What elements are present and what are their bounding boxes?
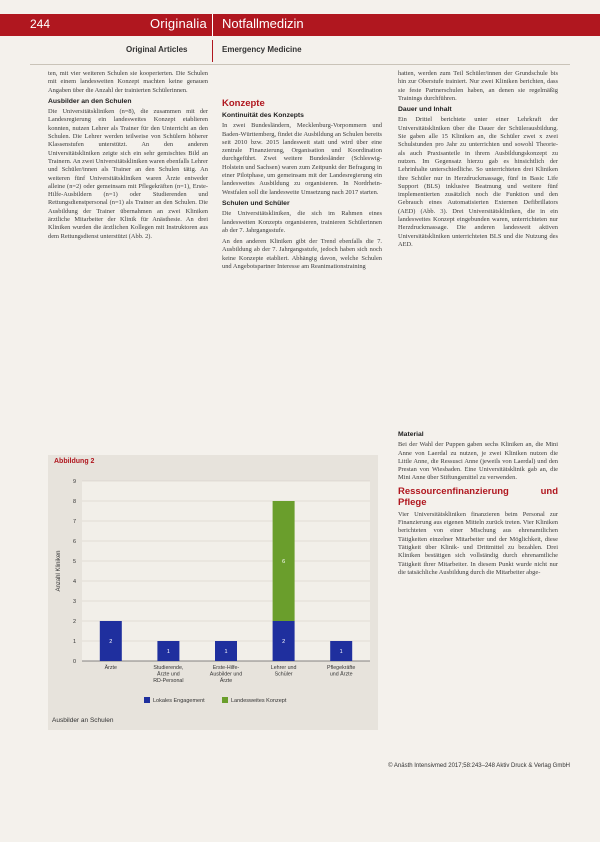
- y-axis-label: Anzahl Kliniken: [56, 550, 62, 592]
- section-title: Originalia: [150, 16, 207, 31]
- header-bar: [0, 14, 600, 36]
- paragraph: ten, mit vier weiteren Schulen sie kooperierten. Die Schulen mit einem landesweiten Konzept machten keine genauen Angaben über die Anzahl der trainierten Schülerinnen.: [48, 70, 208, 94]
- paragraph: Bei der Wahl der Puppen gaben sechs Kliniken an, die Mini Anne von Laerdal zu nutzen, je zwei Kliniken nutzen die Little Anne, die Ressusci Anne (jeweils von Laerdal) und den Prestan von Wiesbaden. Eine Universitätsklinik gab an, die Mini Anne über Stiftungsmittel zu verwenden.: [398, 441, 558, 482]
- text-column-1: [48, 70, 208, 244]
- data-label: 6: [282, 559, 286, 565]
- y-tick-label: 2: [72, 619, 76, 625]
- subsection-title: Notfallmedizin: [222, 16, 304, 31]
- figure-caption: Abbildung 2: [54, 458, 95, 465]
- data-label: 1: [224, 649, 228, 655]
- data-label: 2: [109, 639, 113, 645]
- paragraph: hatten, werden zum Teil Schüler/innen der Grundschule bis hin zur Oberstufe trainiert. Nur zwei Kliniken berichten, dass sie feste Partnerschulen haben, an denen sie regelmäßig Trainings durchführen.: [398, 70, 558, 102]
- x-tick-label: RD-Personal: [153, 678, 184, 684]
- legend-label: Lokales Engagement: [153, 698, 205, 704]
- page-number: 244: [30, 17, 51, 31]
- x-tick-label: und Ärzte: [329, 671, 353, 678]
- x-tick-label: Lehrer und: [270, 665, 297, 671]
- paragraph: Ein Drittel berichtete unter einer Lehrkraft der Universitätskliniken über die Dauer der Schülerausbildung. Sie gaben alle 15 Kliniken an, die Schüler zwei x zwei Schulstunden pro Jahr zu unterrichten und sowohl Theorie- als auch Praxisanteile in ihrem Ausbildungskonzept zu nutzen. Im Gegensatz hierzu gab es hinsichtlich der Lehrinhalte unterschiedliche. So unterrichteten drei Kliniken ihre Schüler nur in Herzdruckmassage, fünf in Basic Life Support (BLS) inklusive Beatmung und weitere fünf implementierten zusätzlich noch die Funktion und den Gebrauch eines Automatisierten Externen Defibrillators (AED) (Abb. 3). Drei Universitätskliniken, die in ein landesweites Konzept eingebunden waren, unterrichteten nur Herzdruckmassage. Die anderen landesweit aktiven Universitätskliniken unterrichteten BLS und die Nutzung des AED.: [398, 116, 558, 248]
- figure-2: [48, 455, 378, 730]
- y-tick-label: 1: [72, 639, 76, 645]
- y-tick-label: 5: [72, 559, 76, 565]
- data-label: 1: [166, 649, 170, 655]
- subheading-kontinuitaet: Kontinuität des Konzepts: [222, 112, 304, 119]
- subheading-schulen: Schulen und Schüler: [222, 199, 290, 207]
- y-tick-label: 4: [72, 579, 76, 585]
- y-tick-label: 8: [72, 499, 76, 505]
- y-tick-label: 7: [72, 519, 76, 525]
- y-tick-label: 9: [72, 479, 76, 485]
- text-column-2: [222, 98, 382, 274]
- text-column-3: [398, 70, 558, 252]
- x-tick-label: Ärzte: [219, 678, 233, 684]
- subheading-ausbilder: Ausbilder an den Schulen: [48, 97, 132, 105]
- x-tick-label: Ärzte und: [157, 671, 180, 678]
- heading-ressourcen: Ressourcenfinanzierung und Pflege: [398, 485, 558, 508]
- subhead-divider: [212, 40, 213, 62]
- text-column-3-lower: [398, 428, 558, 580]
- x-tick-label: Schüler: [274, 671, 293, 678]
- subsection-subtitle-en: Emergency Medicine: [222, 45, 302, 54]
- y-tick-label: 6: [72, 539, 76, 545]
- y-tick-label: 0: [72, 659, 76, 665]
- header-divider: [212, 14, 213, 36]
- paragraph: An den anderen Kliniken gibt der Trend ebenfalls die 7. Ausbildung ab der 7. Jahrgangsstufe, jedoch haben sich noch keine Konzepte etabliert. Abhängig davon, welche Schulen und Angebotspartner Interesse am Reanimationstraining: [222, 238, 382, 271]
- data-label: 1: [339, 649, 343, 655]
- plot-area: [82, 481, 370, 661]
- header-rule: [30, 64, 570, 65]
- subheading-material: Material: [398, 431, 424, 438]
- figure-source: Ausbilder an Schulen: [52, 717, 114, 724]
- x-tick-label: Pflegekräfte: [327, 665, 356, 671]
- legend-swatch: [222, 697, 228, 703]
- legend-swatch: [144, 697, 150, 703]
- x-tick-label: Ausbilder und: [209, 671, 243, 678]
- x-tick-label: Studierende,: [153, 665, 184, 671]
- paragraph: In zwei Bundesländern, Mecklenburg-Vorpommern und Baden-Württemberg, findet die Ausbildung an Schulen bereits seit 2010 bzw. 2015 landesweit statt und wird über eine zentrale Finanzierung, Organisation und Koordination durchgeführt. Zwei weitere Bundesländer (Schleswig-Holstein und Sachsen) waren zum Zeitpunkt der Befragung in einer Pilotphase, um gemeinsam mit der Landesregierung ein landesweites Ausbildung zu organisieren. In Nordrhein-Westfalen soll die landesweite Umsetzung nach 2017 starten.: [222, 122, 382, 196]
- paragraph: Die Universitätskliniken (n=8), die zusammen mit der Landesregierung ein landesweites Konzept etablieren konnten, nutzen Lehrer als Trainer für den Unterricht an den Schulen. Die Lehrer werden teilweise von Schülern höherer Klassenstufen unterstützt. An den anderen Universitätskliniken zeigte sich ein sehr gemischtes Bild an Trainern. An zwei Universitätskliniken waren ebenfalls Lehrer und Schüler/innen als Trainer an den Schulen tätig. An weiteren fünf Universitätskliniken waren Ärzte entweder alleine (n=2) oder gemeinsam mit Pflegekräften (n=1), Erste-Hilfe-Ausbildern (n=1) oder Studierenden und Rettungsdienstpersonal (n=1) als Trainer an den Schulen. Die Ausbildung der Trainer übernahmen an zwei Kliniken ärztliche Mitarbeiter der Klinik für Anästhesie. An drei Kliniken wurden die ärztlichen Kollegen mit Instruktoren aus dem Rettungsdienst unterstützt (Abb. 2).: [48, 108, 209, 240]
- paragraph: Vier Universitätskliniken finanzieren beim Personal zur Finanzierung aus eigenen Mitteln zurück treten. Vier Kliniken berichteten von einer Mischung aus ehrenamtlichen Tätigkeiten einzelner Mitarbeiter und der Möglichkeit, diese Tätigkeit über Klinik- und Drittmittel zu bezahlen. Drei Kliniken bestätigen sich vollständig durch ehrenamtliche Tätigkeit ihrer Mitarbeiter. In diesem Punkt wurde nicht nur die tatsächliche Ausbildung durch die Mitarbeiter abge-: [398, 510, 558, 576]
- bar-chart: [48, 455, 378, 717]
- legend-label: Landesweites Konzept: [231, 698, 287, 704]
- y-tick-label: 3: [72, 599, 76, 605]
- paragraph: Die Universitätskliniken, die sich im Rahmen eines landesweiten Konzepts organisieren, trainieren Schülerinnen ab der 7. Jahrgangsstufe.: [222, 210, 382, 234]
- x-tick-label: Ärzte: [104, 665, 117, 671]
- data-label: 2: [282, 639, 286, 645]
- footer-citation: © Anästh Intensivmed 2017;58:243–248 Aktiv Druck & Verlag GmbH: [388, 763, 570, 769]
- heading-konzepte: Konzepte: [222, 98, 265, 109]
- subheading-dauer: Dauer und Inhalt: [398, 106, 452, 114]
- section-subtitle-en: Original Articles: [126, 45, 188, 54]
- x-tick-label: Erste-Hilfe-: [212, 665, 240, 671]
